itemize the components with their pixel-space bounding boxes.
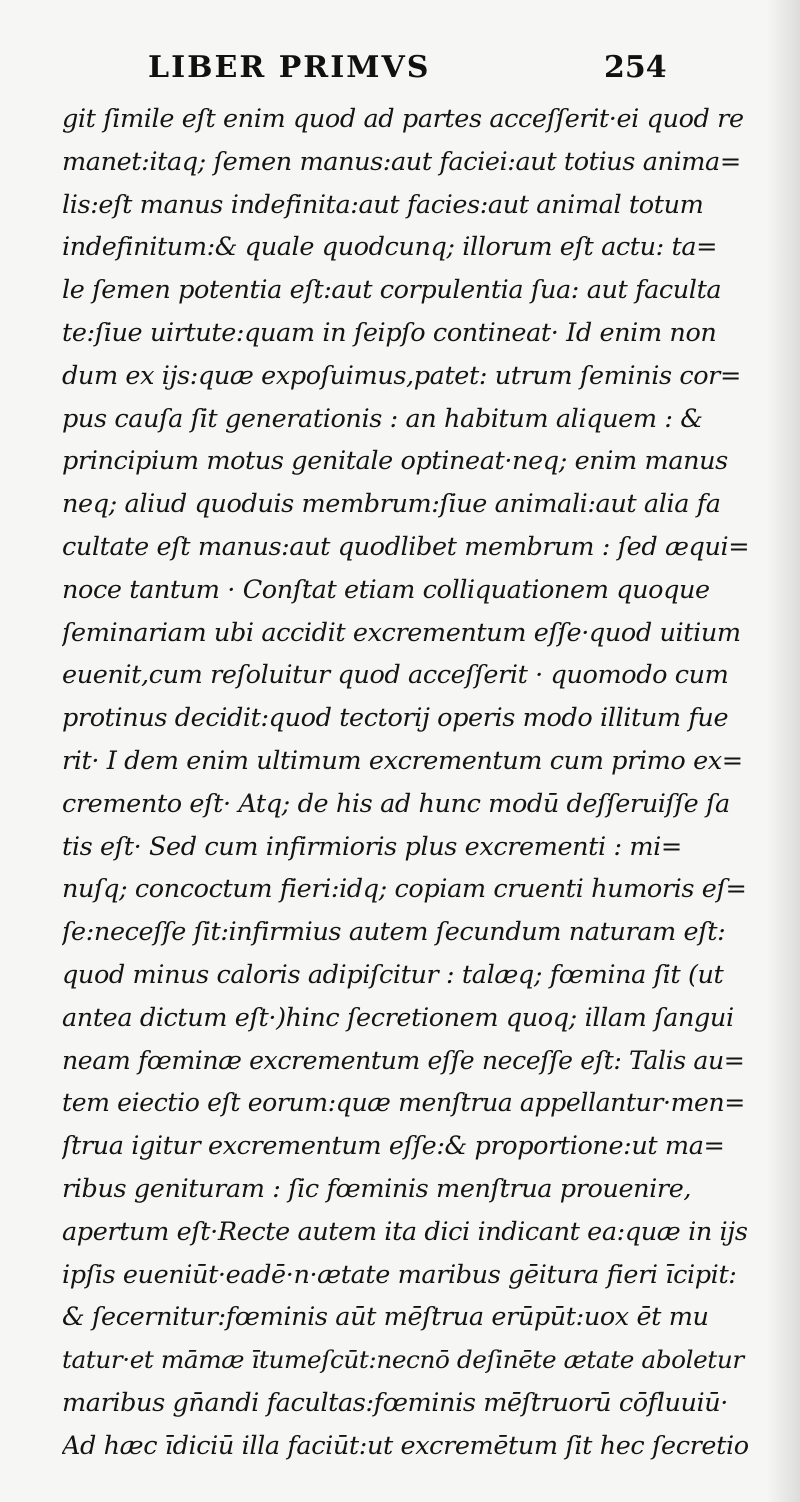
text-line: git ſimile eſt enim quod ad partes acceſſerit·ei quod re — [62, 104, 744, 134]
text-line: nuſq; concoctum fieri:idq; copiam cruenti humoris eſ= — [62, 874, 747, 905]
text-line: te:ſiue uirtute:quam in ſeipſo contineat· Id enim non — [62, 317, 717, 348]
text-line: cultate eſt manus:aut quodlibet membrum : ſed æqui= — [62, 531, 750, 562]
page-number: 254 — [604, 50, 667, 85]
running-head: LIBER PRIMVS — [148, 50, 431, 85]
text-line: ſeminariam ubi accidit excrementum eſſe·quod uitium — [62, 617, 741, 648]
text-line: neq; aliud quoduis membrum:ſiue animali:aut alia fa — [62, 489, 721, 520]
text-line: cremento eſt· Atq; de his ad hunc modū deſſeruiſſe ſa — [62, 788, 730, 819]
text-line: tatur·et māmæ ītumeſcūt:necnō deſinēte ætate aboletur — [62, 1345, 744, 1375]
text-line: principium motus genitale optineat·neq; enim manus — [62, 446, 728, 477]
text-line: manet:itaq; ſemen manus:aut faciei:aut totius anima= — [62, 146, 741, 177]
text-line: rit· I dem enim ultimum excrementum cum primo ex= — [62, 745, 743, 776]
page-edge-shadow — [766, 0, 800, 1502]
text-line: dum ex ijs:quæ expoſuimus,patet: utrum ſeminis cor= — [62, 360, 741, 391]
text-line: indefinitum:& quale quodcunq; illorum eſt actu: ta= — [62, 232, 718, 263]
text-line: ſtrua igitur excrementum eſſe:& proportione:ut ma= — [62, 1131, 725, 1162]
text-line: tis eſt· Sed cum infirmioris plus excrementi : mi= — [62, 831, 682, 862]
text-line: Ad hæc īdiciū illa faciūt:ut excremētum ſit hec ſecretio — [62, 1430, 749, 1461]
text-line: & ſecernitur:fœminis aūt mēſtrua erūpūt:uox ēt mu — [62, 1302, 709, 1333]
text-line: maribus gn̄andi facultas:fœminis mēſtruorū cōfluuiū· — [62, 1387, 729, 1418]
text-line: ipſis eueniūt·eadē·n·ætate maribus gēitura fieri īcipit: — [62, 1259, 737, 1290]
text-line: protinus decidit:quod tectorij operis modo illitum fue — [62, 703, 729, 734]
text-line: pus cauſa ſit generationis : an habitum aliquem : & — [62, 403, 703, 434]
text-line: neam fœminæ excrementum eſſe neceſſe eſt: Talis au= — [62, 1045, 745, 1075]
text-line: noce tantum · Conſtat etiam colliquationem quoque — [62, 574, 710, 605]
text-line: tem eiectio eſt eorum:quæ menſtrua appellantur·men= — [62, 1088, 745, 1118]
text-line: apertum eſt·Recte autem ita dici indicant ea:quæ in ijs — [62, 1216, 748, 1247]
body-text — [62, 98, 752, 1468]
text-line: ribus genituram : ſic fœminis menſtrua prouenire, — [62, 1173, 692, 1204]
text-line: quod minus caloris adipiſcitur : talæq; fœmina ſit (ut — [62, 959, 724, 990]
text-line: lis:eſt manus indefinita:aut facies:aut animal totum — [62, 189, 704, 220]
text-line: antea dictum eſt·)hinc ſecretionem quoq; illam ſangui — [62, 1002, 734, 1033]
text-line: ſe:neceſſe ſit:infirmius autem ſecundum naturam eſt: — [62, 917, 726, 948]
text-line: euenit,cum reſoluitur quod acceſſerit · quomodo cum — [62, 660, 729, 691]
text-line: le ſemen potentia eſt:aut corpulentia ſua: aut faculta — [62, 275, 722, 306]
